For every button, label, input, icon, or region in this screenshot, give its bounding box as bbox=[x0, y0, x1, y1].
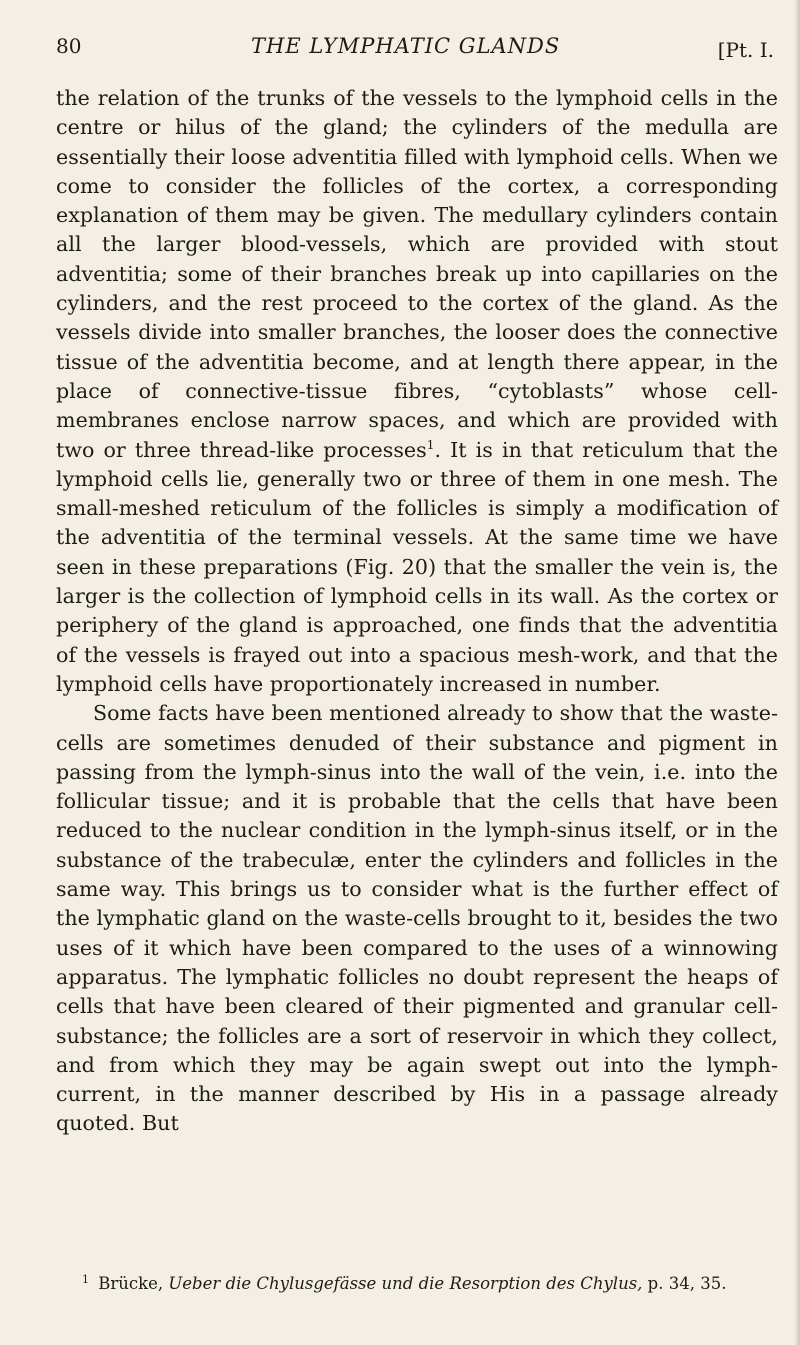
body-text bbox=[56, 84, 778, 1139]
part-label: [Pt. I. bbox=[717, 38, 774, 62]
footnote-title: Ueber die Chylusgefässe und die Resorption des Chylus, bbox=[168, 1274, 643, 1293]
running-title: THE LYMPHATIC GLANDS bbox=[251, 34, 561, 58]
footnote-pages: p. 34, 35. bbox=[647, 1274, 727, 1293]
paragraph-1-text: the relation of the trunks of the vessels to the lymphoid cells in the centre or hilus of the gland; the cylinders of the medulla are essentially their loose adventitia filled with lymphoid cells. When we come to consider the follicles of the cortex, a corresponding explanation of them may be given. The medullary cylinders contain all the larger blood-vessels, which are provided with stout adventitia; some of their branches break up into capillaries on the cylinders, and the rest proceed to the cortex of the gland. As the vessels divide into smaller branches, the looser does the connective tissue of the adventitia become, and at length there appear, in the place of connective-tissue fibres, “cytoblasts” whose cell-membranes enclose narrow spaces, and which are provided with two or three thread-like processes bbox=[56, 86, 778, 462]
footnote-reference: 1 bbox=[426, 437, 435, 452]
footnote-author: Brücke, bbox=[98, 1274, 164, 1293]
paragraph-1-continuation: . It is in that reticulum that the lymphoid cells lie, generally two or three of them in one mesh. The small-meshed reticulum of the follicles is simply a modification of the adventitia of the terminal vessels. At the same time we have seen in these preparations (Fig. 20) that the smaller the vein is, the larger is the collection of lymphoid cells in its wall. As the cortex or periphery of the gland is approached, one finds that the adventitia of the vessels is frayed out into a spacious mesh-work, and that the lymphoid cells have proportionately increased in number. bbox=[56, 437, 778, 696]
footnote-marker: 1 bbox=[82, 1272, 89, 1286]
footnote bbox=[56, 1273, 778, 1295]
running-head bbox=[56, 34, 776, 64]
paragraph-1 bbox=[56, 84, 778, 699]
page-number: 80 bbox=[56, 34, 82, 58]
paragraph-2: Some facts have been mentioned already to show that the waste-cells are sometimes denuded of their substance and pigment in passing from the lymph-sinus into the wall of the vein, i.e. into the follicular tissue; and it is probable that the cells that have been reduced to the nuclear condition in the lymph-sinus itself, or in the substance of the trabeculæ, enter the cylinders and follicles in the same way. This brings us to consider what is the further effect of the lymphatic gland on the waste-cells brought to it, besides the two uses of it which have been compared to the uses of a winnowing apparatus. The lymphatic follicles no doubt represent the heaps of cells that have been cleared of their pigmented and granular cell-substance; the follicles are a sort of reservoir in which they collect, and from which they may be again swept out into the lymph-current, in the manner described by His in a passage already quoted. But bbox=[56, 701, 778, 1136]
